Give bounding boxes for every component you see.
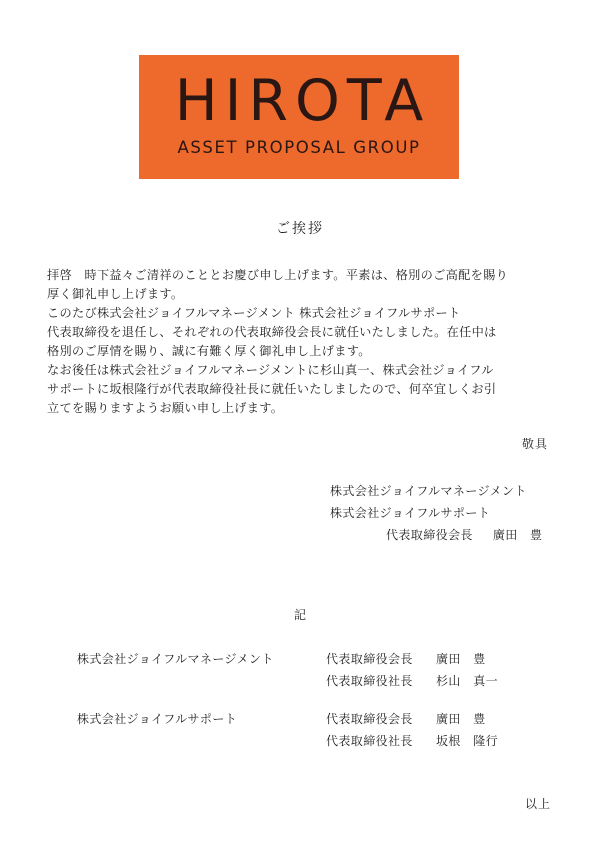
officer-list xyxy=(326,708,498,752)
signature-company-1: 株式会社ジョイフルマネージメント xyxy=(330,484,527,498)
officer-row xyxy=(326,730,498,752)
officer-name: 廣田 豊 xyxy=(436,712,486,726)
signature-block xyxy=(330,480,542,546)
officer-role: 代表取締役社長 xyxy=(326,734,413,748)
closing-keigu: 敬具 xyxy=(521,437,548,451)
officer-role: 代表取締役会長 xyxy=(326,652,413,666)
officer-name: 杉山 真一 xyxy=(436,674,499,688)
officer-row xyxy=(326,670,498,692)
letter-line: 格別のご厚情を賜り、誠に有難く厚く御礼申し上げます。 xyxy=(47,344,371,358)
logo-subtitle: ASSET PROPOSAL GROUP xyxy=(177,138,421,157)
greeting-title: ご挨拶 xyxy=(276,221,324,237)
signature-company-2: 株式会社ジョイフルサポート xyxy=(330,506,491,520)
signature-person xyxy=(330,524,542,546)
officer-role: 代表取締役会長 xyxy=(326,712,413,726)
letter-line: 代表取締役を退任し、それぞれの代表取締役会長に就任いたしました。在任中は xyxy=(47,325,497,339)
company-name: 株式会社ジョイフルサポート xyxy=(77,712,238,726)
logo-title: HIROTA xyxy=(174,68,431,134)
letter-body xyxy=(47,266,557,418)
ki-heading: 記 xyxy=(293,608,306,622)
company-logo xyxy=(139,55,459,179)
letter-line: 立てを賜りますようお願い申し上げます。 xyxy=(47,401,284,415)
letter-line: このたび株式会社ジョイフルマネージメント 株式会社ジョイフルサポート xyxy=(47,306,461,320)
letter-line: 拝啓 時下益々ご清祥のこととお慶び申し上げます。平素は、格別のご高配を賜り xyxy=(47,268,509,282)
officer-row xyxy=(326,708,498,730)
officer-role: 代表取締役社長 xyxy=(326,674,413,688)
letter-line: 厚く御礼申し上げます。 xyxy=(47,287,184,301)
officer-list xyxy=(326,648,498,692)
signature-role: 代表取締役会長 xyxy=(386,528,473,542)
end-mark-ijou: 以上 xyxy=(524,797,551,811)
officer-name: 廣田 豊 xyxy=(436,652,486,666)
officer-name: 坂根 隆行 xyxy=(436,734,499,748)
letter-line: なお後任は株式会社ジョイフルマネージメントに杉山真一、株式会社ジョイフル xyxy=(47,363,494,377)
company-name: 株式会社ジョイフルマネージメント xyxy=(77,652,274,666)
signature-name: 廣田 豊 xyxy=(492,528,543,542)
letter-line: サポートに坂根隆行が代表取締役社長に就任いたしましたので、何卒宜しくお引 xyxy=(47,382,497,396)
officer-row xyxy=(326,648,498,670)
